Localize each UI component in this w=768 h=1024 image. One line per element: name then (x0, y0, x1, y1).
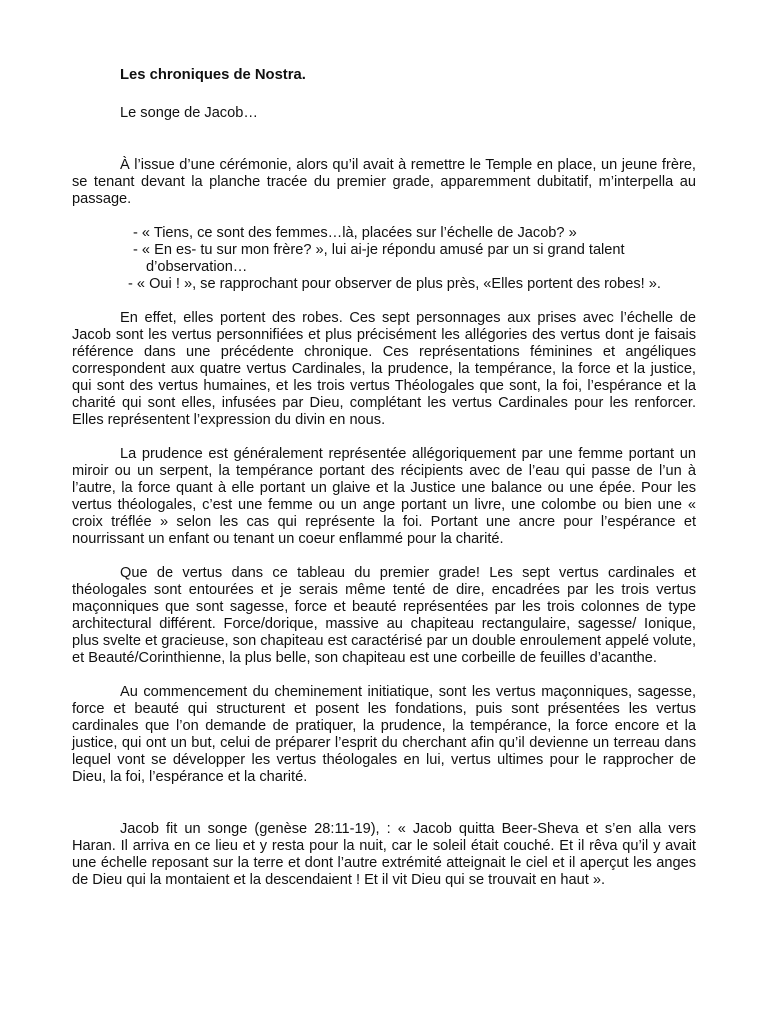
dialogue-line: - « Oui ! », se rapprochant pour observer de plus près, «Elles portent des robes! ». (128, 276, 661, 292)
dialogue-list (72, 225, 696, 293)
body-paragraph: En effet, elles portent des robes. Ces sept personnages aux prises avec l’échelle de Jacob sont les vertus personnifiées et plus précisément les allégories des vertus dont je faisais référence dans une précédente chronique. Ces représentations féminines et angéliques correspondent aux quatre vertus Cardinales, la prudence, la tempérance, la force et la justice, qui sont des vertus humaines, et les trois vertus Théologales que sont, la foi, l’espérance et la charité qui sont elles, infusées par Dieu, complétant les vertus Cardinales pour les renforcer. Elles représentent l’expression du divin en nous. (72, 310, 696, 428)
spacer (72, 293, 696, 310)
spacer (72, 208, 696, 225)
document-title: Les chroniques de Nostra. (120, 67, 306, 83)
intro-paragraph: À l’issue d’une cérémonie, alors qu’il avait à remettre le Temple en place, un jeune frère, se tenant devant la planche tracée du premier grade, apparemment dubitatif, m’interpella au passage. (72, 157, 696, 207)
spacer (72, 122, 696, 157)
body-paragraph: La prudence est généralement représentée allégoriquement par une femme portant un miroir ou un serpent, la tempérance portant des récipients avec de l’eau qui passe de l’un à l’autre, la force quant à elle portant un glaive et la Justice une balance ou une épée. Pour les vertus théologales, c’est une femme ou un ange portant un livre, une colombe ou bien une « croix tréflée » selon les cas qui représente la foi. Portant une ancre pour l’espérance et nourrissant un enfant ou tenant un coeur enflammé pour la charité. (72, 446, 696, 547)
body-paragraph: Au commencement du cheminement initiatique, sont les vertus maçonniques, sagesse, force et beauté qui structurent et posent les fondations, puis sont présentées les vertus cardinales que l’on demande de pratiquer, la prudence, la tempérance, la force encore et la justice, qui ont un but, celui de préparer l’esprit du cherchant afin qu’il devienne un terreau dans lequel vont se développer les vertus théologales en lui, vertus ultimes pour le rapprocher de Dieu, la foi, l’espérance et la charité. (72, 684, 696, 785)
spacer (72, 548, 696, 565)
dialogue-line: - « En es- tu sur mon frère? », lui ai-je répondu amusé par un si grand talent d’observation… (133, 242, 625, 275)
body-paragraph: Jacob fit un songe (genèse 28:11-19), : « Jacob quitta Beer-Sheva et s’en alla vers Haran. Il arriva en ce lieu et y resta pour la nuit, car le soleil était couché. Et il rêva qu’il y avait une échelle reposant sur la terre et dont l’autre extrémité atteignait le ciel et il aperçut les anges de Dieu qui la montaient et la descendaient ! Et il vit Dieu qui se trouvait en haut ». (72, 821, 696, 888)
spacer (72, 429, 696, 446)
body-paragraph: Que de vertus dans ce tableau du premier grade! Les sept vertus cardinales et théologales sont entourées et je serais même tenté de dire, encadrées par les trois vertus maçonniques que sont sagesse, force et beauté représentées par les trois colonnes de type architectural différent. Force/dorique, massive au chapiteau rectangulaire, sagesse/ Ionique, plus svelte et gracieuse, son chapiteau est caractérisé par un double enroulement appelé volute, et Beauté/Corinthienne, la plus belle, son chapiteau est une corbeille de feuilles d’acanthe. (72, 565, 696, 666)
spacer (72, 667, 696, 684)
spacer (72, 786, 696, 821)
document-subtitle: Le songe de Jacob… (120, 105, 258, 121)
dialogue-line: - « Tiens, ce sont des femmes…là, placées sur l’échelle de Jacob? » (133, 225, 577, 241)
